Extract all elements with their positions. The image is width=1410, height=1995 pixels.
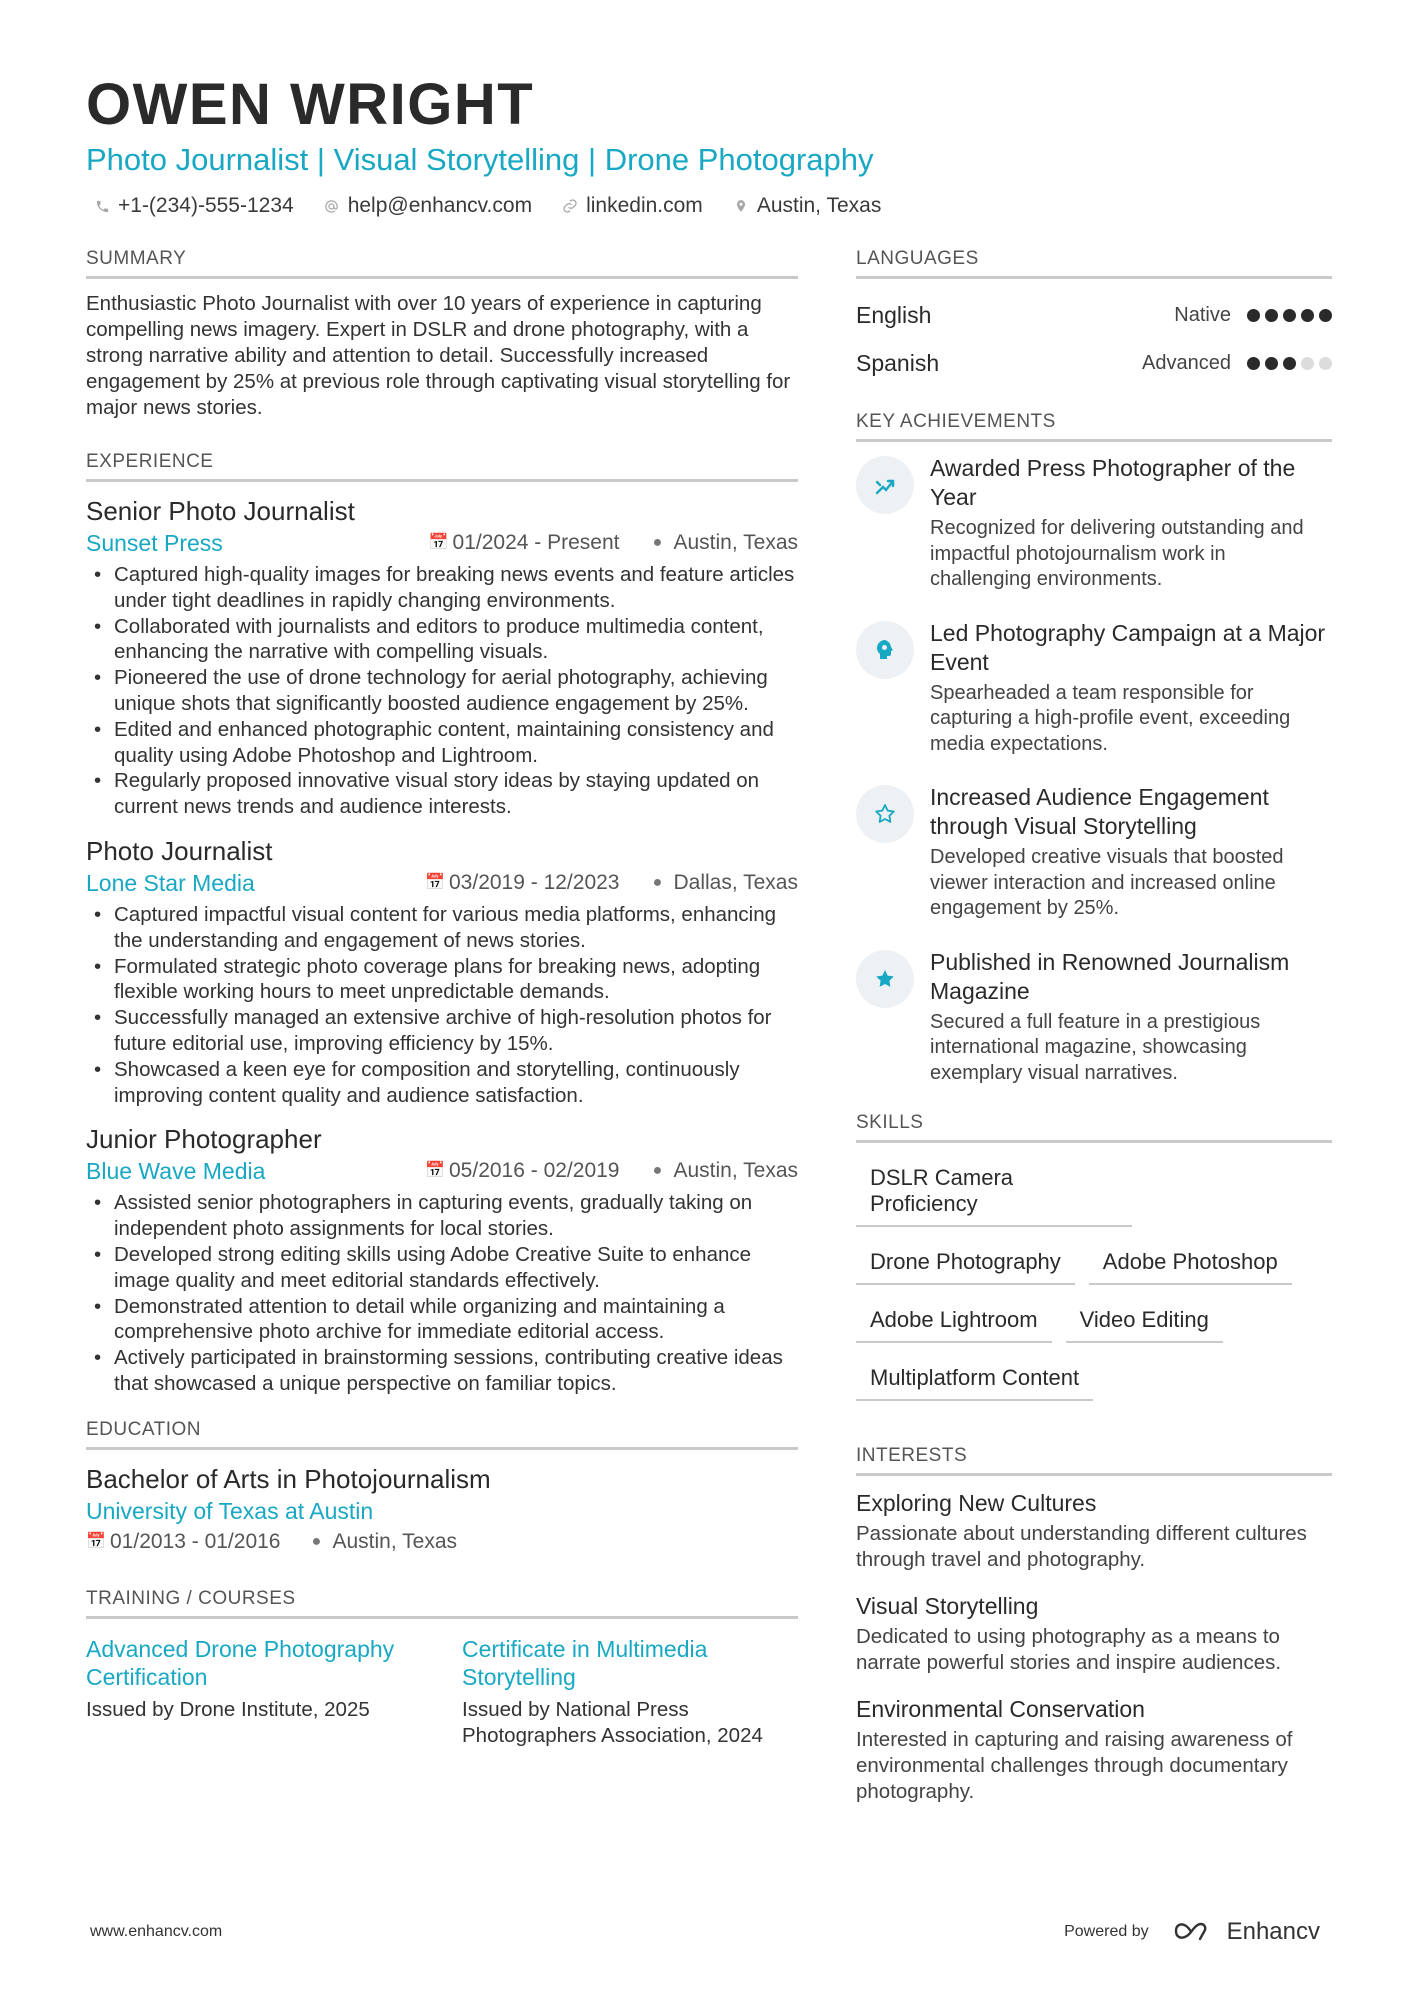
- job-bullet: • Collaborated with journalists and editors to produce multimedia content, enhancing the narrative with compelling visuals.: [86, 614, 798, 666]
- rating-dot-filled: [1319, 309, 1332, 322]
- job-bullets: [86, 562, 798, 820]
- language-rating: [1247, 309, 1332, 322]
- interest-item: [856, 1694, 1332, 1805]
- location-pin-icon: ●: [311, 1532, 322, 1550]
- left-column: [86, 248, 798, 1779]
- job-location: [649, 868, 798, 898]
- rating-dot-empty: [1319, 357, 1332, 370]
- achievement-item: [856, 948, 1332, 1087]
- rating-dot-filled: [1283, 309, 1296, 322]
- experience-heading: EXPERIENCE: [86, 451, 798, 482]
- at-icon: [324, 198, 340, 214]
- language-name: Spanish: [856, 349, 940, 376]
- contact-linkedin-text: linkedin.com: [586, 194, 703, 217]
- course-title: Certificate in Multimedia Storytelling: [462, 1635, 708, 1690]
- skills-section: [856, 1112, 1332, 1401]
- job-bullet: • Assisted senior photographers in capturing events, gradually taking on independent photo assignments for local stories.: [86, 1190, 798, 1242]
- summary-heading: SUMMARY: [86, 248, 798, 279]
- job-bullet: • Developed strong editing skills using Adobe Creative Suite to enhance image quality and meet editorial standards effectively.: [86, 1242, 798, 1294]
- education-location: [308, 1526, 457, 1558]
- interest-desc: Passionate about understanding different cultures through travel and photography.: [856, 1522, 1307, 1571]
- job-entry: [86, 494, 798, 820]
- job-dates: [425, 868, 619, 898]
- skill-tag: Drone Photography: [856, 1243, 1075, 1285]
- job-bullet: • Edited and enhanced photographic content, maintaining consistency and quality using Adobe Photoshop and Lightroom.: [86, 717, 798, 769]
- page-footer: [90, 1918, 1320, 1946]
- skill-tag: Adobe Lightroom: [856, 1301, 1052, 1343]
- achievement-desc: Developed creative visuals that boosted viewer interaction and increased online engagement by 25%.: [930, 846, 1284, 919]
- contact-bar: [86, 194, 1326, 218]
- education-section: [86, 1419, 798, 1558]
- experience-section: [86, 451, 798, 1397]
- rating-dot-filled: [1247, 309, 1260, 322]
- skills-heading: SKILLS: [856, 1112, 1332, 1143]
- languages-heading: LANGUAGES: [856, 248, 1332, 279]
- rating-dot-filled: [1301, 309, 1314, 322]
- star-outline-icon: [856, 785, 914, 843]
- job-bullet: • Captured high-quality images for breaking news events and feature articles under tight deadlines in rapidly changing environments.: [86, 562, 798, 614]
- education-degree: Bachelor of Arts in Photojournalism: [86, 1463, 491, 1494]
- job-bullet: • Showcased a keen eye for composition and storytelling, continuously improving content quality and audience satisfaction.: [86, 1057, 798, 1109]
- contact-location-text: Austin, Texas: [756, 194, 882, 217]
- powered-by-label: Powered by: [1064, 1923, 1149, 1940]
- contact-email[interactable]: [324, 194, 532, 218]
- enhancv-logo-icon: [1171, 1920, 1217, 1944]
- achievement-item: [856, 619, 1332, 758]
- phone-icon: [94, 198, 110, 214]
- achievement-title: Increased Audience Engagement through Visual Storytelling: [930, 784, 1269, 839]
- language-level: Native: [1174, 303, 1231, 326]
- footer-url[interactable]: www.enhancv.com: [90, 1923, 223, 1940]
- job-company: Blue Wave Media: [86, 1158, 266, 1185]
- rating-dot-filled: [1265, 357, 1278, 370]
- calendar-icon: 📅: [425, 873, 445, 891]
- achievements-heading: KEY ACHIEVEMENTS: [856, 411, 1332, 442]
- rating-dot-empty: [1301, 357, 1314, 370]
- candidate-title: Photo Journalist | Visual Storytelling | Drone Photography: [86, 142, 874, 177]
- course-title: Advanced Drone Photography Certification: [86, 1635, 395, 1690]
- job-company: Lone Star Media: [86, 869, 255, 896]
- contact-email-text: help@enhancv.com: [347, 194, 533, 217]
- star-filled-icon: [856, 950, 914, 1008]
- language-level: Advanced: [1142, 351, 1231, 374]
- education-dates: [86, 1526, 280, 1558]
- resume-header: [86, 72, 1326, 218]
- achievement-desc: Recognized for delivering outstanding and impactful photojournalism work in challenging environments.: [930, 517, 1304, 590]
- interest-title: Environmental Conservation: [856, 1696, 1145, 1722]
- job-meta: [86, 528, 798, 558]
- interests-section: [856, 1445, 1332, 1805]
- job-bullet: • Formulated strategic photo coverage plans for breaking news, adopting flexible working hours to meet unpredictable demands.: [86, 954, 798, 1006]
- interest-desc: Dedicated to using photography as a means to narrate powerful stories and inspire audiences.: [856, 1625, 1282, 1674]
- job-dates-text: 03/2019 - 12/2023: [449, 870, 620, 894]
- interest-desc: Interested in capturing and raising awareness of environmental challenges through documentary photography.: [856, 1728, 1293, 1803]
- lightbulb-head-icon: [856, 621, 914, 679]
- job-dates: [429, 528, 620, 558]
- contact-phone-text: +1-(234)-555-1234: [118, 194, 294, 217]
- course-item: [86, 1631, 422, 1749]
- contact-phone[interactable]: [94, 194, 294, 218]
- job-bullet: • Regularly proposed innovative visual story ideas by staying updated on current news trends and audience interests.: [86, 768, 798, 820]
- job-bullet: • Pioneered the use of drone technology for aerial photography, achieving unique shots that significantly boosted audience engagement by 25%.: [86, 665, 798, 717]
- calendar-icon: 📅: [86, 1532, 106, 1550]
- skill-tag: Video Editing: [1066, 1301, 1223, 1343]
- job-company: Sunset Press: [86, 530, 223, 556]
- location-pin-icon: ●: [652, 534, 663, 551]
- skill-list: [856, 1155, 1332, 1401]
- job-dates-text: 01/2024 - Present: [452, 531, 620, 554]
- job-bullets: [86, 1190, 798, 1396]
- interest-title: Exploring New Cultures: [856, 1490, 1097, 1516]
- location-pin-icon: [733, 198, 749, 214]
- job-title: Junior Photographer: [86, 1124, 322, 1155]
- interest-item: [856, 1488, 1332, 1573]
- job-meta: [86, 868, 798, 898]
- rating-dot-filled: [1247, 357, 1260, 370]
- right-column: [856, 248, 1332, 1835]
- job-dates-text: 05/2016 - 02/2019: [449, 1159, 620, 1183]
- education-heading: EDUCATION: [86, 1419, 798, 1450]
- job-location-text: Austin, Texas: [673, 1159, 798, 1183]
- job-location-text: Dallas, Texas: [673, 870, 798, 894]
- job-bullet: • Demonstrated attention to detail while organizing and maintaining a comprehensive photo archive for immediate editorial access.: [86, 1294, 798, 1346]
- interests-heading: INTERESTS: [856, 1445, 1332, 1476]
- language-rating: [1247, 357, 1332, 370]
- enhancv-brand-name: Enhancv: [1226, 1918, 1320, 1945]
- skill-tag: DSLR Camera Proficiency: [856, 1159, 1132, 1227]
- candidate-name: OWEN WRIGHT: [86, 72, 535, 137]
- summary-text: Enthusiastic Photo Journalist with over 10 years of experience in capturing compelling news imagery. Expert in DSLR and drone photography, with a strong narrative ability and attention to detail. Successfully increased engagement by 25% at previous role through captivating visual storytelling for major news stories.: [86, 292, 791, 419]
- job-meta: [86, 1156, 798, 1186]
- achievement-item: [856, 454, 1332, 593]
- course-item: [462, 1631, 798, 1749]
- job-location-text: Austin, Texas: [673, 531, 798, 554]
- course-issuer: Issued by Drone Institute, 2025: [86, 1697, 370, 1721]
- job-bullets: [86, 902, 798, 1108]
- calendar-icon: 📅: [425, 1162, 445, 1180]
- job-location: [649, 1156, 798, 1186]
- skill-tag: Multiplatform Content: [856, 1359, 1093, 1401]
- interest-title: Visual Storytelling: [856, 1593, 1039, 1619]
- course-issuer: Issued by National Press Photographers Association, 2024: [462, 1697, 763, 1747]
- location-pin-icon: ●: [652, 1162, 663, 1180]
- course-list: [86, 1631, 798, 1749]
- languages-section: [856, 248, 1332, 387]
- interest-item: [856, 1591, 1332, 1676]
- achievement-desc: Spearheaded a team responsible for capturing a high-profile event, exceeding media expectations.: [930, 681, 1291, 755]
- rating-dot-filled: [1283, 357, 1296, 370]
- job-bullet: • Captured impactful visual content for various media platforms, enhancing the understanding and engagement of news stories.: [86, 902, 798, 954]
- job-dates: [425, 1156, 619, 1186]
- achievement-item: [856, 783, 1332, 922]
- language-item: [856, 291, 1332, 339]
- education-meta: [86, 1526, 798, 1558]
- education-location-text: Austin, Texas: [332, 1529, 457, 1553]
- enhancv-logo[interactable]: [1171, 1918, 1320, 1946]
- summary-section: [86, 248, 798, 421]
- job-bullet: • Actively participated in brainstorming sessions, contributing creative ideas that showcased a unique perspective on familiar topics.: [86, 1345, 798, 1397]
- training-heading: TRAINING / COURSES: [86, 1588, 798, 1619]
- trend-arrow-icon: [856, 456, 914, 514]
- powered-by: [1064, 1918, 1320, 1946]
- skill-tag: Adobe Photoshop: [1089, 1243, 1292, 1285]
- link-icon: [562, 198, 578, 214]
- rating-dot-filled: [1265, 309, 1278, 322]
- job-entry: [86, 1122, 798, 1396]
- job-bullet: • Successfully managed an extensive archive of high-resolution photos for future editorial use, improving efficiency by 15%.: [86, 1005, 798, 1057]
- job-location: [649, 528, 798, 558]
- job-title: Senior Photo Journalist: [86, 496, 355, 526]
- education-dates-text: 01/2013 - 01/2016: [110, 1529, 281, 1553]
- training-section: [86, 1588, 798, 1749]
- achievement-title: Awarded Press Photographer of the Year: [930, 455, 1296, 510]
- education-school: University of Texas at Austin: [86, 1497, 374, 1524]
- achievement-desc: Secured a full feature in a prestigious international magazine, showcasing exemplary visual narratives.: [930, 1010, 1261, 1084]
- location-pin-icon: ●: [652, 873, 663, 891]
- achievements-section: [856, 411, 1332, 1086]
- achievement-title: Led Photography Campaign at a Major Event: [930, 619, 1326, 675]
- job-entry: [86, 834, 798, 1108]
- contact-location: [733, 194, 882, 218]
- contact-linkedin[interactable]: [562, 194, 703, 218]
- calendar-icon: 📅: [428, 534, 449, 551]
- job-title: Photo Journalist: [86, 835, 273, 866]
- language-name: English: [856, 301, 932, 328]
- language-item: [856, 339, 1332, 387]
- achievement-title: Published in Renowned Journalism Magazine: [930, 948, 1290, 1004]
